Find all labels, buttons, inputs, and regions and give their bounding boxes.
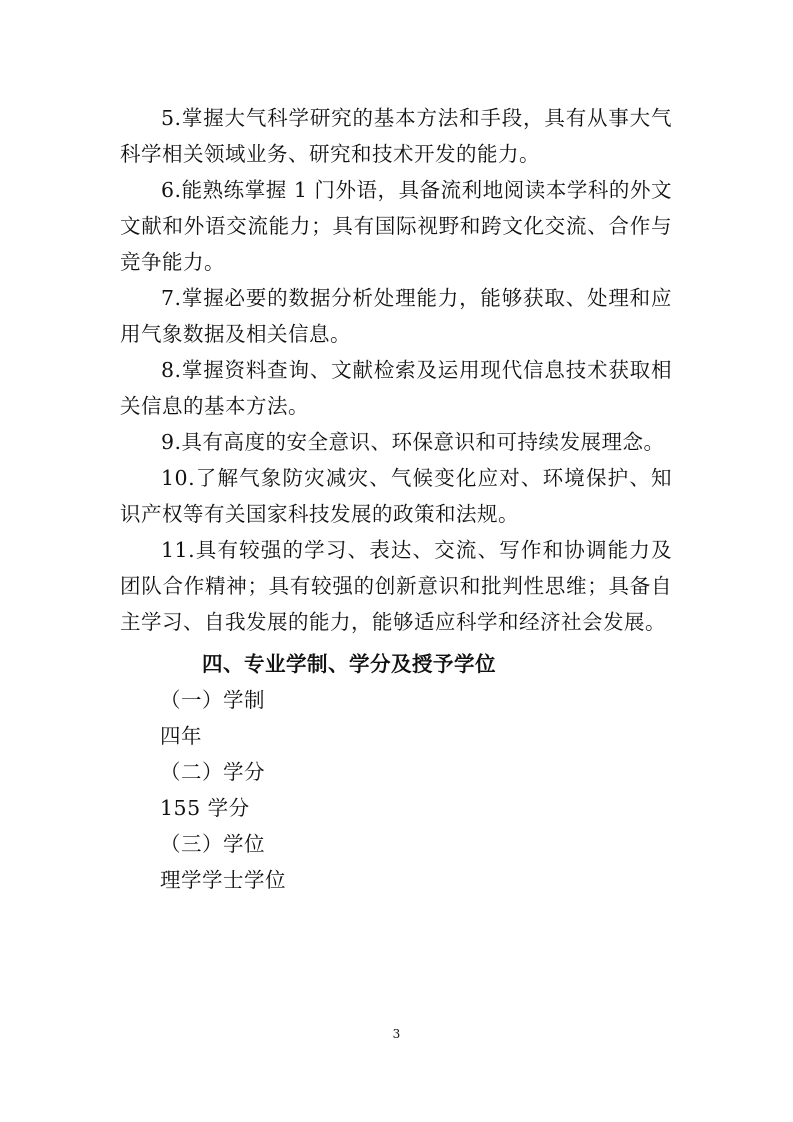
degree-label: （三）学位: [160, 832, 265, 856]
credits-label: （二）学分: [160, 760, 265, 784]
item-6: 6.能熟练掌握 1 门外语，具备流利地阅读本学科的外文文献和外语交流能力；具有国际视野和跨文化交流、合作与竞争能力。: [120, 178, 672, 274]
page-number: 3: [392, 1027, 401, 1041]
credits-value: 155 学分: [160, 796, 250, 820]
item-8: 8.掌握资料查询、文献检索及运用现代信息技术获取相关信息的基本方法。: [120, 358, 672, 418]
section-heading: 四、专业学制、学分及授予学位: [202, 652, 496, 676]
item-9: 9.具有高度的安全意识、环保意识和可持续发展理念。: [161, 430, 665, 454]
item-10: 10.了解气象防灾减灾、气候变化应对、环境保护、知识产权等有关国家科技发展的政策和法规。: [120, 466, 672, 526]
degree-value: 理学学士学位: [160, 868, 286, 892]
item-7: 7.掌握必要的数据分析处理能力，能够获取、处理和应用气象数据及相关信息。: [120, 286, 672, 346]
duration-label: （一）学制: [160, 688, 265, 712]
duration-value: 四年: [160, 724, 202, 748]
item-5: 5.掌握大气科学研究的基本方法和手段，具有从事大气科学相关领域业务、研究和技术开发的能力。: [120, 106, 672, 166]
item-11: 11.具有较强的学习、表达、交流、写作和协调能力及团队合作精神；具有较强的创新意识和批判性思维；具备自主学习、自我发展的能力，能够适应科学和经济社会发展。: [120, 538, 672, 634]
